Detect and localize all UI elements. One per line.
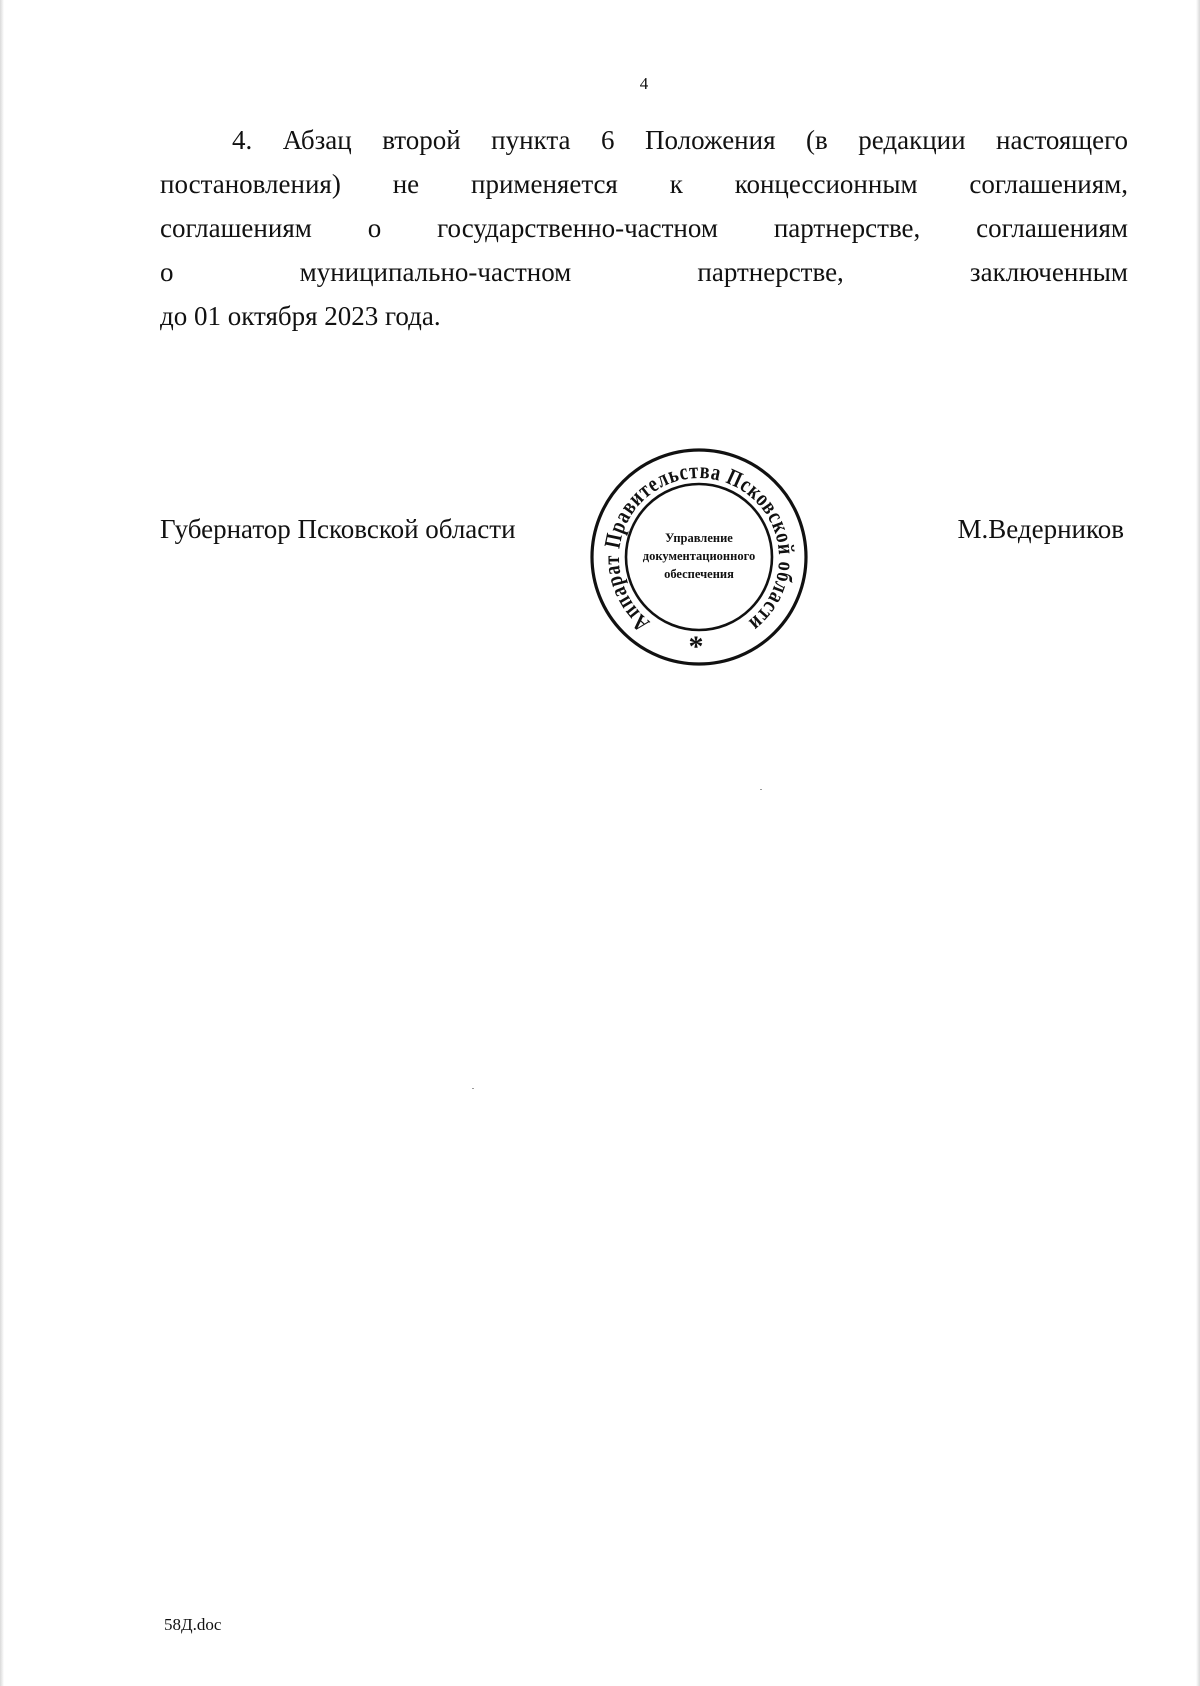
signatory-name: М.Ведерников (957, 514, 1124, 544)
signatory-title: Губернатор Псковской области (160, 514, 516, 544)
paragraph-line: о муниципально-частном партнерстве, заключенным (160, 257, 1128, 287)
paragraph-line: до 01 октября 2023 года. (160, 301, 441, 331)
seal-star-icon: * (688, 630, 704, 663)
footer-filename: 58Д.doc (164, 1615, 222, 1634)
official-seal (588, 446, 810, 668)
paragraph-line: постановления) не применяется к концессионным соглашениям, (160, 169, 1128, 199)
seal-center-line: документационного (642, 549, 756, 563)
seal-ring-text: Аппарат Правительства Псковской области (598, 457, 800, 639)
scan-edge-left (0, 0, 4, 1686)
scan-edge-right (1196, 0, 1200, 1686)
page-number: 4 (639, 74, 649, 93)
seal-center-line: обеспечения (664, 567, 734, 581)
seal-stamp-graphic (588, 446, 810, 668)
paragraph-4 (160, 118, 1128, 338)
paragraph-line: 4. Абзац второй пункта 6 Положения (в редакции настоящего (232, 125, 1128, 155)
seal-center-line: Управление (665, 531, 733, 545)
paragraph-line: соглашениям о государственно-частном партнерстве, соглашениям (160, 213, 1128, 243)
scan-speck (760, 789, 762, 790)
scan-speck (472, 1088, 474, 1089)
